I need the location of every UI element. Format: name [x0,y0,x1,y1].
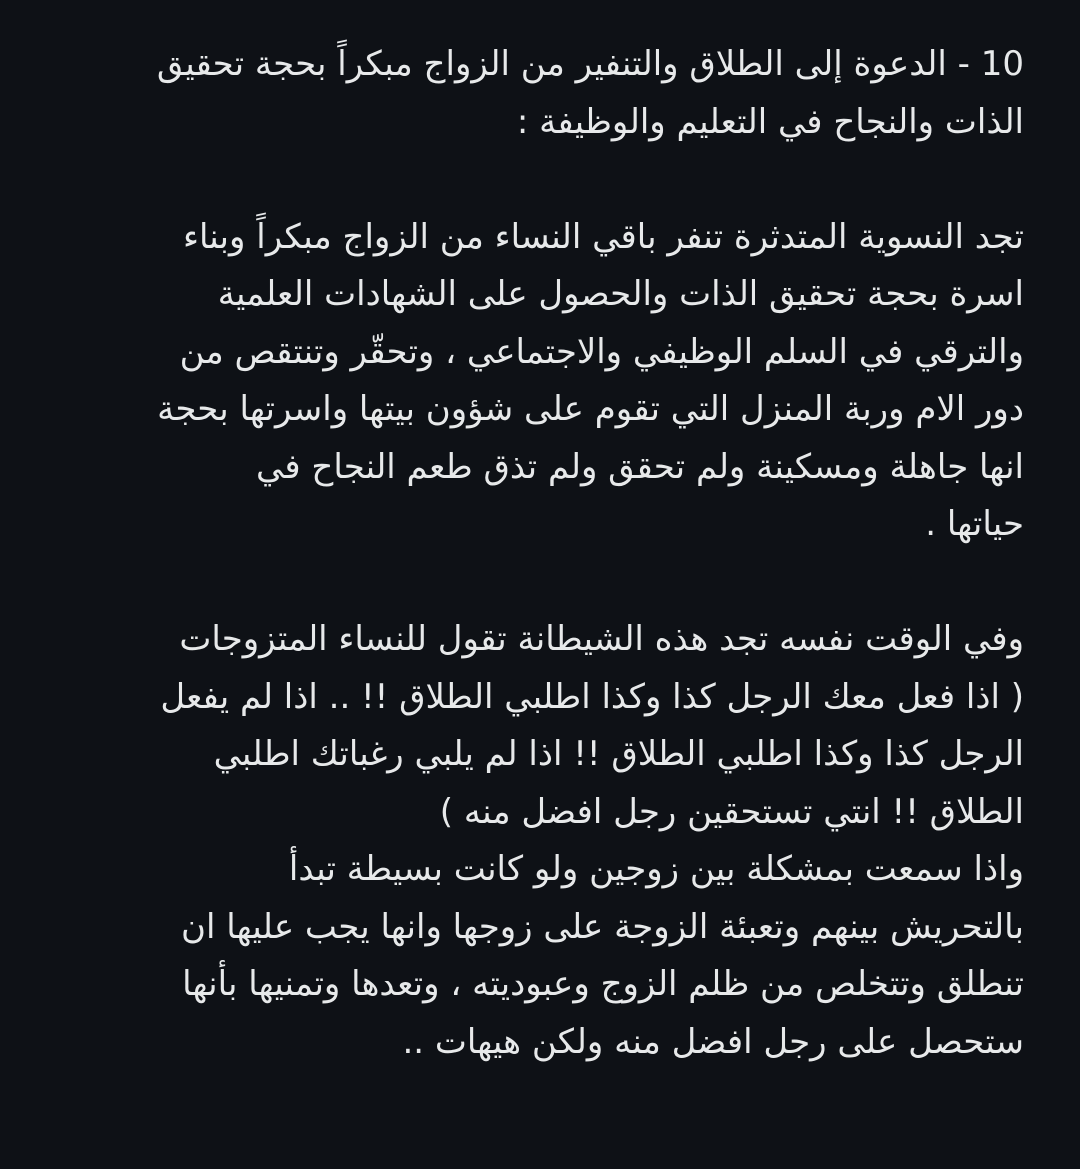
post-text [20,36,1024,1071]
text-line: ستحصل على رجل افضل منه ولكن هيهات .. [402,1021,1024,1062]
text-line: الذات والنجاح في التعليم والوظيفة : [516,101,1024,142]
text-line: الطلاق !! انتي تستحقين رجل افضل منه ) [439,791,1024,832]
text-line: تنطلق وتتخلص من ظلم الزوج وعبوديته ، وتعدها وتمنيها بأنها [182,964,1024,1004]
paragraph-spacer [20,554,1024,612]
text-line: ( اذا فعل معك الرجل كذا وكذا اطلبي الطلاق !! .. اذا لم يفعل [160,676,1024,717]
text-line: تجد النسوية المتدثرة تنفر باقي النساء من الزواج مبكراً وبناء [182,216,1024,257]
text-line: 10 - الدعوة إلى الطلاق والتنفير من الزواج مبكراً بحجة تحقيق [156,44,1024,84]
post-paragraph-1 [20,209,1024,554]
text-line: واذا سمعت بمشكلة بين زوجين ولو كانت بسيطة تبدأ [288,849,1024,889]
text-line: بالتحريش بينهم وتعبئة الزوجة على زوجها وانها يجب عليها ان [181,906,1024,947]
post-paragraph-2 [20,611,1024,1071]
text-line: دور الام وربة المنزل التي تقوم على شؤون بيتها واسرتها بحجة [157,389,1024,429]
text-line: اسرة بحجة تحقيق الذات والحصول على الشهادات العلمية [217,274,1024,314]
text-line: حياتها . [925,504,1024,544]
paragraph-spacer [20,151,1024,209]
post-heading [20,36,1024,151]
text-line: انها جاهلة ومسكينة ولم تحقق ولم تذق طعم النجاح في [256,446,1024,487]
text-line: والترقي في السلم الوظيفي والاجتماعي ، وتحقّر وتنتقص من [179,331,1024,372]
text-line: وفي الوقت نفسه تجد هذه الشيطانة تقول للنساء المتزوجات [179,619,1024,659]
text-line: الرجل كذا وكذا اطلبي الطلاق !! اذا لم يلبي رغباتك اطلبي [213,734,1024,774]
